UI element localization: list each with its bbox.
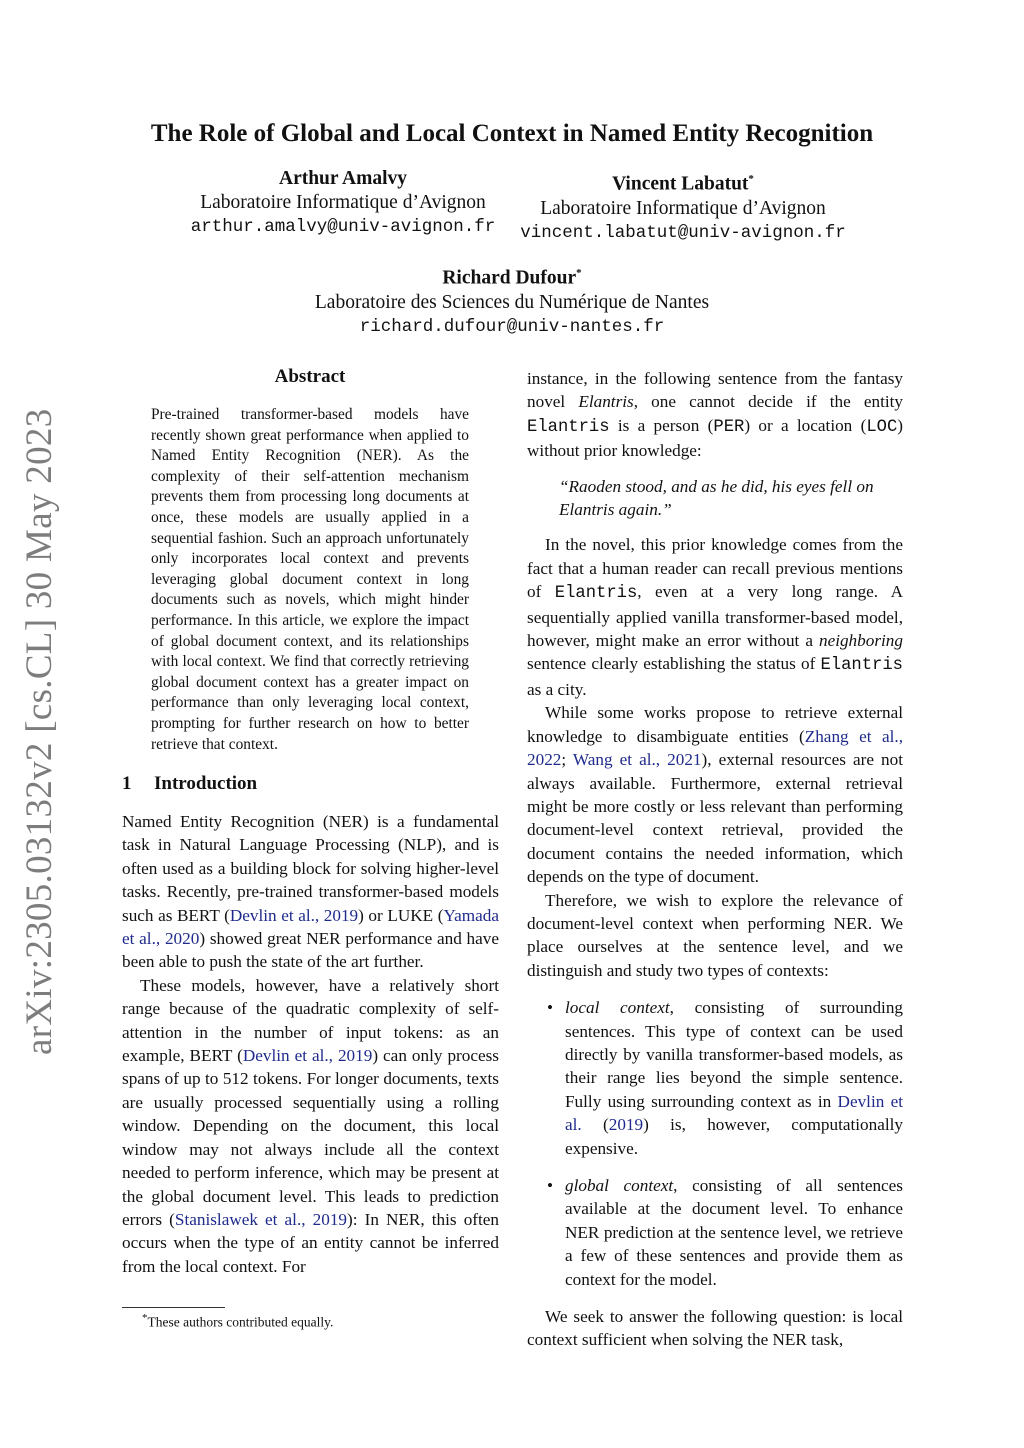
author-affiliation: Laboratoire Informatique d’Avignon bbox=[540, 197, 826, 219]
entity-code: Elantris bbox=[820, 656, 903, 676]
paragraph: In the novel, this prior knowledge comes from the fact that a human reader can recall previous mentions of Elantris, even at a very long range. A sequentially applied vanilla transformer-based model, however, might make an error without a neighboring sentence clearly establishing the status of Elantris as a city. bbox=[527, 535, 903, 699]
novel-title: Elantris bbox=[578, 392, 634, 412]
emphasis: neighboring bbox=[818, 631, 903, 651]
footnote: *These authors contributed equally. bbox=[142, 1312, 334, 1330]
author-email[interactable]: richard.dufour@univ-nantes.fr bbox=[359, 316, 665, 337]
footnote-rule bbox=[122, 1307, 225, 1308]
author-name: Richard Dufour* bbox=[442, 267, 582, 289]
entity-code: LOC bbox=[866, 417, 898, 437]
abstract-heading: Abstract bbox=[274, 366, 346, 387]
author-affiliation: Laboratoire des Sciences du Numérique de Nantes bbox=[314, 291, 710, 313]
paragraph: Named Entity Recognition (NER) is a fundamental task in Natural Language Processing (NLP), and is often used as a building block for solving higher-level tasks. Recently, pre-trained transformer-based models such as BERT (Devlin et al., 2019) or LUKE (Yamada et al., 2020) showed great NER performance and have been able to push the state of the art further. bbox=[122, 812, 500, 972]
right-column bbox=[527, 367, 903, 1352]
abstract-text: Pre-trained transformer-based models have recently shown great performance when applied to Named Entity Recognition (NER). As the complexity of their self-attention mechanism prevents them from processing long documents at once, these models are usually applied in a sequential fashion. Such an approach unfortunately only incorporates local context and prevents leveraging global document context in long documents such as novels, which might hinder performance. In this article, we explore the impact of global document context, and its relationships with local context. We find that correctly retrieving global document context has a greater impact on performance than only leveraging local context, prompting for further research on how to better retrieve that context. bbox=[151, 406, 469, 753]
left-column bbox=[122, 810, 499, 1278]
citation-link[interactable]: Wang et al., 2021 bbox=[572, 750, 702, 770]
author-email[interactable]: arthur.amalvy@univ-avignon.fr bbox=[190, 217, 496, 237]
arxiv-side-stamp: arXiv:2305.03132v2 [cs.CL] 30 May 2023 bbox=[19, 408, 60, 1055]
citation-year-link[interactable]: 2019 bbox=[608, 1115, 644, 1135]
list-item: • global context, consisting of all sentences available at the document level. To enhance NER prediction at the sentence level, we retrieve a few of these sentences and provide them as context for the model. bbox=[547, 1176, 903, 1289]
section-number: 1 bbox=[122, 773, 132, 794]
citation-link[interactable]: Devlin et al. bbox=[565, 1091, 904, 1135]
paragraph: We seek to answer the following question: is local context sufficient when solving the NER task, bbox=[527, 1307, 903, 1350]
author-name: Vincent Labatut* bbox=[612, 173, 754, 195]
paragraph: Therefore, we wish to explore the relevance of document-level context when performing NER. We place ourselves at the sentence level, and we distinguish and study two types of contexts: bbox=[527, 890, 903, 980]
citation-link[interactable]: Devlin et al., 2019 bbox=[229, 905, 359, 925]
example-quote: “Raoden stood, and as he did, his eyes fell on Elantris again.” bbox=[559, 476, 874, 520]
section-title: Introduction bbox=[154, 773, 258, 794]
author-email[interactable]: vincent.labatut@univ-avignon.fr bbox=[520, 222, 846, 243]
citation-link[interactable]: Devlin et al., 2019 bbox=[242, 1046, 373, 1066]
term: global context bbox=[565, 1176, 674, 1195]
paper-title: The Role of Global and Local Context in Named Entity Recognition bbox=[150, 120, 874, 147]
context-types-list bbox=[527, 996, 903, 1291]
paragraph: These models, however, have a relatively short range because of the quadratic complexity of self-attention in the number of input tokens: as an example, BERT (Devlin et al., 2019) can only process spans of up to 512 tokens. For longer documents, texts are usually processed sequentially using a rolling window. Depending on the document, this local window may not always include all the context needed to perform inference, which may be present at the global document level. This leads to prediction errors (Stanislawek et al., 2019): In NER, this often occurs when the type of an entity cannot be inferred from the local context. For bbox=[122, 975, 500, 1276]
paragraph: instance, in the following sentence from the fantasy novel Elantris, one cannot decide if the entity Elantris is a person (PER) or a location (LOC) without prior knowledge: bbox=[527, 369, 903, 461]
footnote-mark: * bbox=[142, 1312, 148, 1324]
citation-link[interactable]: Stanislawek et al., 2019 bbox=[174, 1209, 348, 1229]
list-item: • local context, consisting of surrounding sentences. This type of context can be used directly by vanilla transformer-based models, as their range lies beyond the simple sentence. Fully using surrounding context as in Devlin et al. (2019) is, however, computationally expensive. bbox=[547, 998, 904, 1158]
author-block-2 bbox=[483, 167, 883, 245]
entity-code: Elantris bbox=[554, 584, 638, 604]
equal-contribution-mark: * bbox=[576, 267, 582, 279]
author-name: Arthur Amalvy bbox=[278, 168, 408, 189]
citation-link[interactable]: Yamada et al., 2020 bbox=[122, 905, 499, 949]
section-heading-introduction bbox=[122, 773, 257, 795]
equal-contribution-mark: * bbox=[748, 173, 754, 185]
author-affiliation: Laboratoire Informatique d’Avignon bbox=[200, 192, 486, 213]
citation-link[interactable]: Zhang et al., 2022 bbox=[527, 726, 903, 770]
paragraph: While some works propose to retrieve external knowledge to disambiguate entities (Zhang et al., 2022; Wang et al., 2021), external resources are not always available. Furthermore, external retrieval might be more costly or less relevant than performing document-level context retrieval, provided the document contains the needed information, which depends on the type of document. bbox=[527, 703, 903, 887]
entity-code: Elantris bbox=[527, 417, 610, 437]
entity-code: PER bbox=[713, 417, 745, 437]
term: local context bbox=[565, 998, 670, 1018]
author-block-3 bbox=[212, 261, 812, 339]
